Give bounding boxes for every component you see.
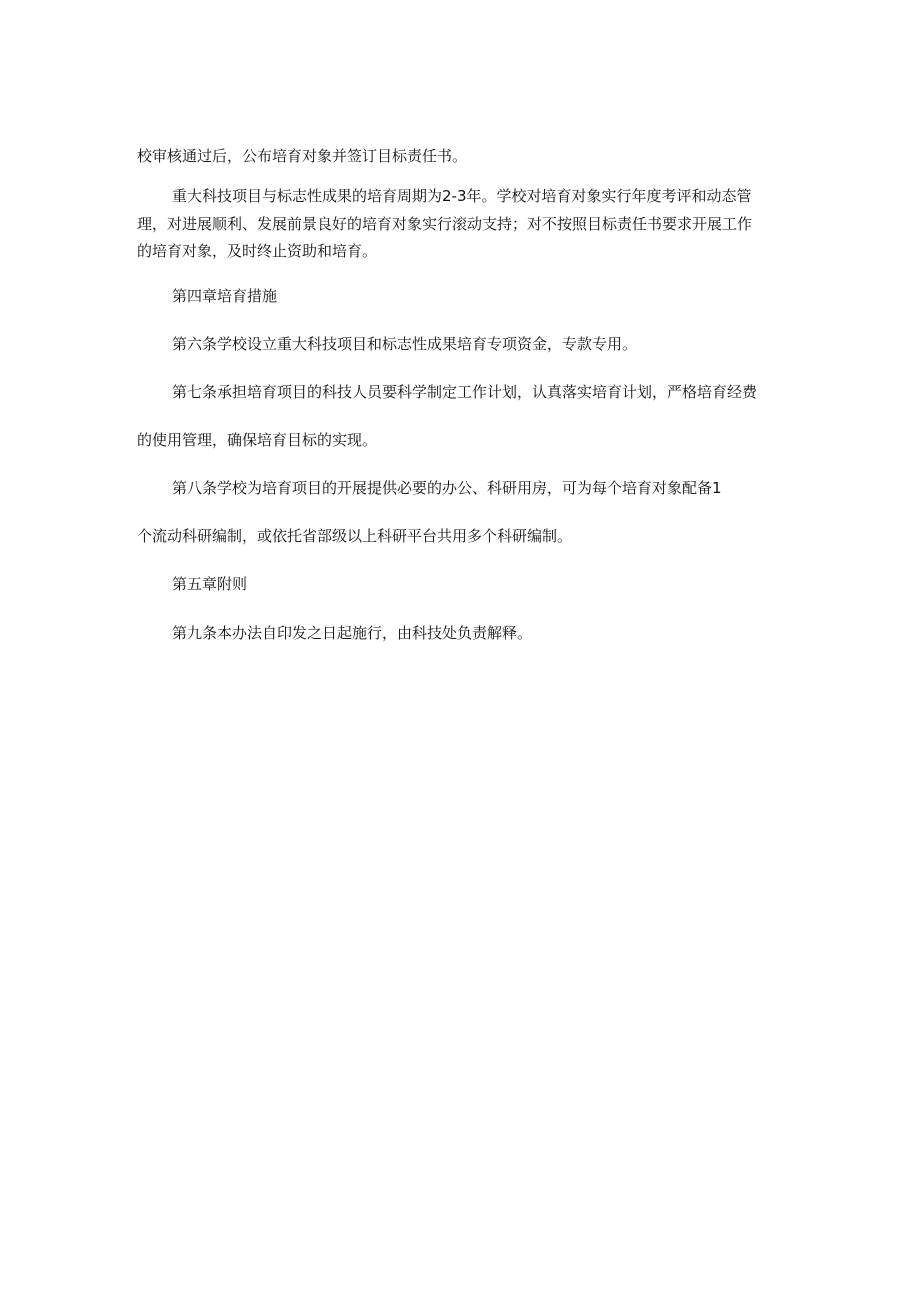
paragraph-line: 的培育对象，及时终止资助和培育。 — [137, 242, 378, 260]
paragraph-line: 第七条承担培育项目的科技人员要科学制定工作计划，认真落实培育计划，严格培育经费 — [172, 383, 758, 401]
paragraph-line: 的使用管理，确保培育目标的实现。 — [137, 431, 378, 449]
chapter-heading: 第四章培育措施 — [172, 287, 278, 305]
paragraph-line: 重大科技项目与标志性成果的培育周期为2-3年。学校对培育对象实行年度考评和动态管 — [172, 187, 752, 205]
paragraph-line: 第九条本办法自印发之日起施行，由科技处负责解释。 — [172, 624, 533, 642]
paragraph-line: 第六条学校设立重大科技项目和标志性成果培育专项资金，专款专用。 — [172, 335, 638, 353]
paragraph-line: 理，对进展顺利、发展前景良好的培育对象实行滚动支持；对不按照目标责任书要求开展工作 — [137, 215, 753, 233]
chapter-heading: 第五章附则 — [172, 575, 248, 593]
paragraph-line: 第八条学校为培育项目的开展提供必要的办公、科研用房，可为每个培育对象配备1 — [172, 479, 722, 497]
paragraph-line: 个流动科研编制，或依托省部级以上科研平台共用多个科研编制。 — [137, 527, 573, 545]
paragraph-line: 校审核通过后，公布培育对象并签订目标责任书。 — [137, 147, 468, 165]
